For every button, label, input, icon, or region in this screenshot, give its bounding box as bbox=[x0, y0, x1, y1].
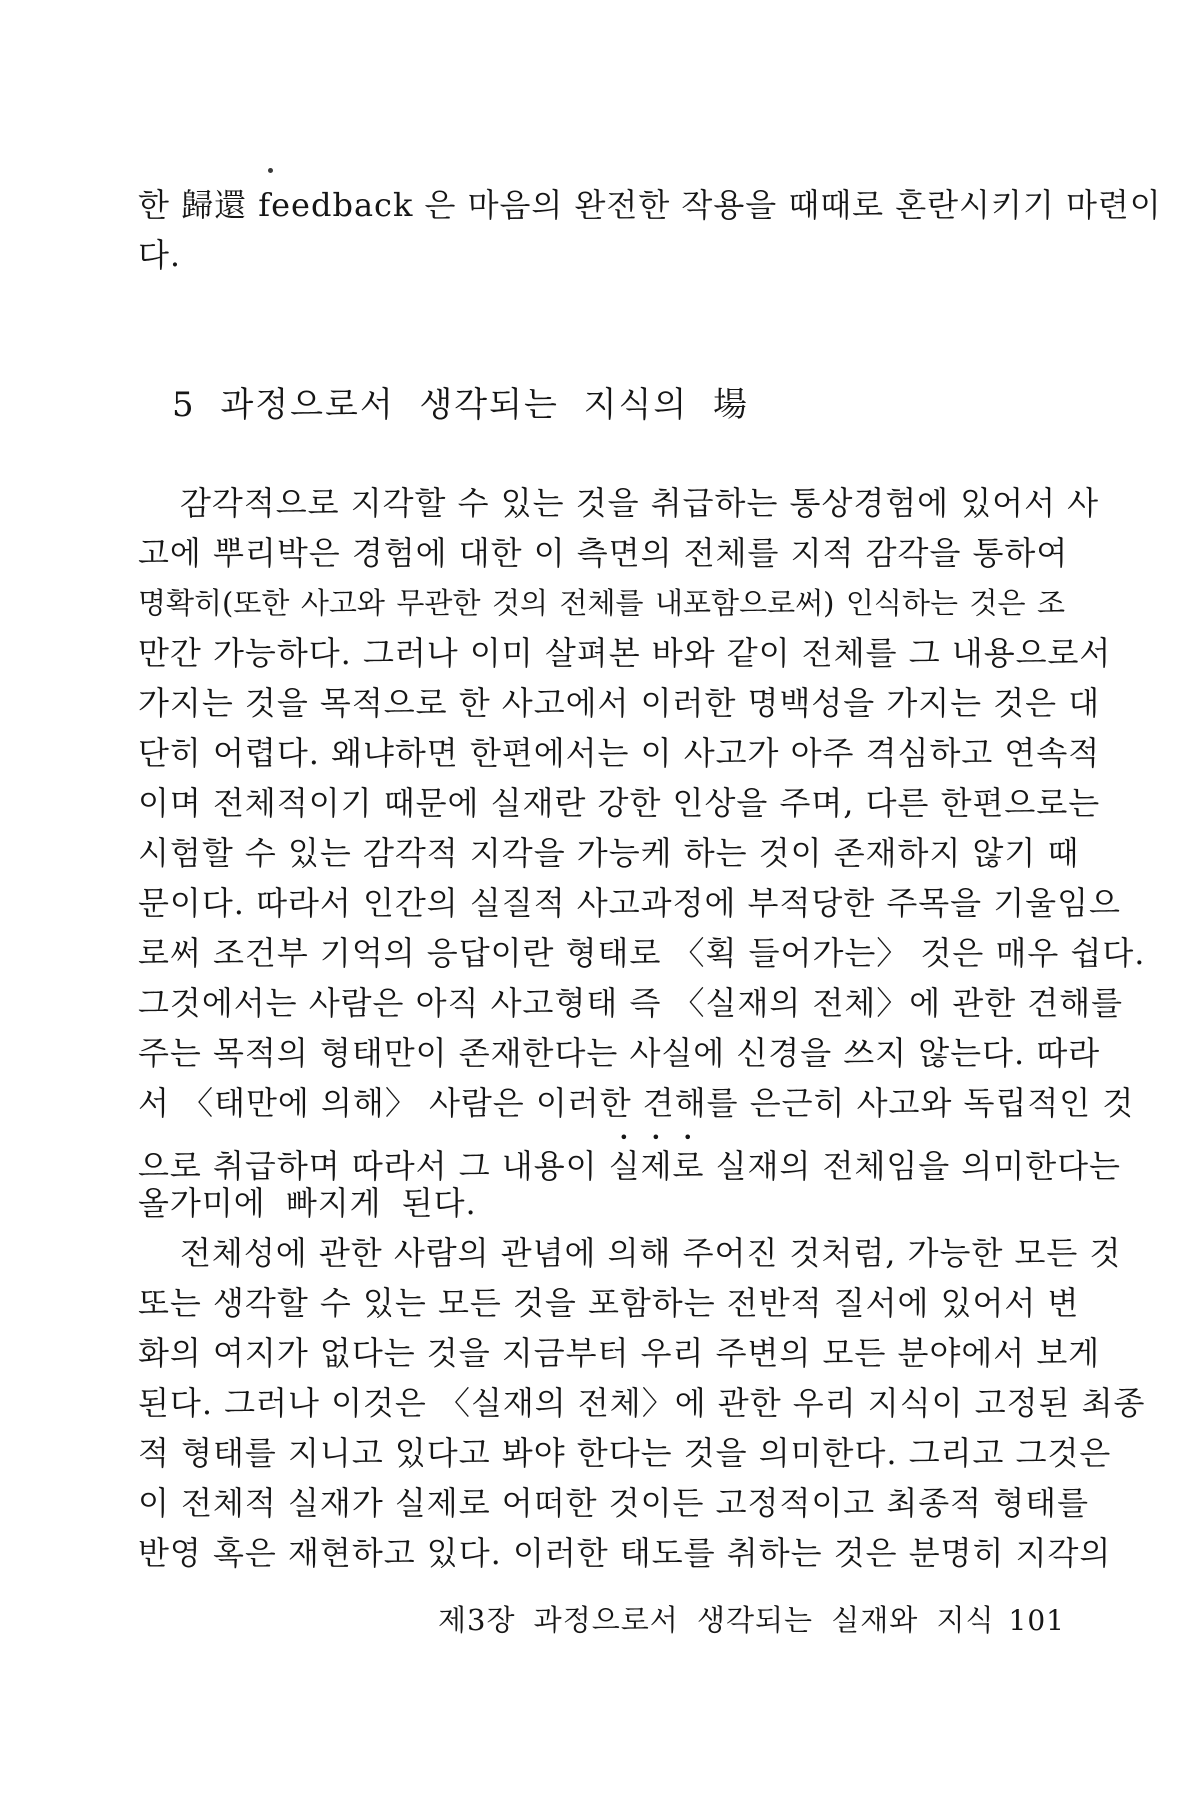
text-line: 감각적으로 지각할 수 있는 것을 취급하는 통상경험에 있어서 사 bbox=[180, 484, 1100, 522]
text-segment: 으로 취급하며 따라서 그 내용이 bbox=[138, 1147, 609, 1185]
text-line: 전체성에 관한 사람의 관념에 의해 주어진 것처럼, 가능한 모든 것 bbox=[180, 1234, 1122, 1272]
page-footer bbox=[438, 1598, 1065, 1642]
text-line: 다. bbox=[138, 236, 182, 274]
emphasized-word: 실제로 bbox=[608, 1147, 705, 1185]
text-line: 로써 조건부 기억의 응답이란 형태로 〈획 들어가는〉 것은 매우 쉽다. bbox=[138, 934, 1146, 972]
page-number: 101 bbox=[1008, 1604, 1065, 1637]
text-line: 된다. 그러나 이것은 〈실재의 전체〉에 관한 우리 지식이 고정된 최종 bbox=[138, 1384, 1146, 1422]
scan-speck-artifact bbox=[268, 168, 273, 173]
text-line: 반영 혹은 재현하고 있다. 이러한 태도를 취하는 것은 분명히 지각의 bbox=[138, 1534, 1112, 1572]
text-line: 문이다. 따라서 인간의 실질적 사고과정에 부적당한 주목을 기울임으 bbox=[138, 884, 1121, 922]
text-line: 명확히(또한 사고와 무관한 것의 전체를 내포함으로써) 인식하는 것은 조 bbox=[138, 586, 1065, 620]
text-line: 그것에서는 사람은 아직 사고형태 즉 〈실재의 전체〉에 관한 견해를 bbox=[138, 984, 1124, 1022]
text-line: 이 전체적 실재가 실제로 어떠한 것이든 고정적이고 최종적 형태를 bbox=[138, 1484, 1090, 1522]
text-line: 또는 생각할 수 있는 모든 것을 포함하는 전반적 질서에 있어서 변 bbox=[138, 1284, 1080, 1322]
body-text-block bbox=[138, 478, 1146, 1578]
text-line: 가지는 것을 목적으로 한 사고에서 이러한 명백성을 가지는 것은 대 bbox=[138, 684, 1101, 722]
text-line: 서 〈태만에 의해〉 사람은 이러한 견해를 은근히 사고와 독립적인 것 bbox=[138, 1084, 1135, 1122]
paragraph bbox=[138, 1228, 1146, 1578]
text-line: 고에 뿌리박은 경험에 대한 이 측면의 전체를 지적 감각을 통하여 bbox=[138, 534, 1069, 572]
text-line: 만간 가능하다. 그러나 이미 살펴본 바와 같이 전체를 그 내용으로서 bbox=[138, 634, 1112, 672]
text-line-with-emphasis bbox=[138, 1128, 1121, 1185]
text-line: 올가미에 빠지게 된다. bbox=[138, 1184, 477, 1222]
text-line: 한 歸還 feedback 은 마음의 완전한 작용을 때때로 혼란시키기 마련이 bbox=[138, 186, 1162, 224]
text-line: 주는 목적의 형태만이 존재한다는 사실에 신경을 쓰지 않는다. 따라 bbox=[138, 1034, 1101, 1072]
text-segment: 실재의 전체임을 의미한다는 bbox=[704, 1147, 1121, 1185]
text-line: 화의 여지가 없다는 것을 지금부터 우리 주변의 모든 분야에서 보게 bbox=[138, 1334, 1101, 1372]
running-title: 제3장 과정으로서 생각되는 실재와 지식 bbox=[437, 1603, 995, 1637]
paragraph-continuation bbox=[138, 180, 1162, 280]
paragraph bbox=[138, 478, 1146, 1228]
section-heading: 5 과정으로서 생각되는 지식의 場 bbox=[172, 385, 749, 425]
text-line: 이며 전체적이기 때문에 실재란 강한 인상을 주며, 다른 한편으로는 bbox=[138, 784, 1101, 822]
text-line: 단히 어렵다. 왜냐하면 한편에서는 이 사고가 아주 격심하고 연속적 bbox=[138, 734, 1101, 772]
text-line: 적 형태를 지니고 있다고 봐야 한다는 것을 의미한다. 그리고 그것은 bbox=[138, 1434, 1112, 1472]
text-line: 시험할 수 있는 감각적 지각을 가능케 하는 것이 존재하지 않기 때 bbox=[138, 834, 1080, 872]
